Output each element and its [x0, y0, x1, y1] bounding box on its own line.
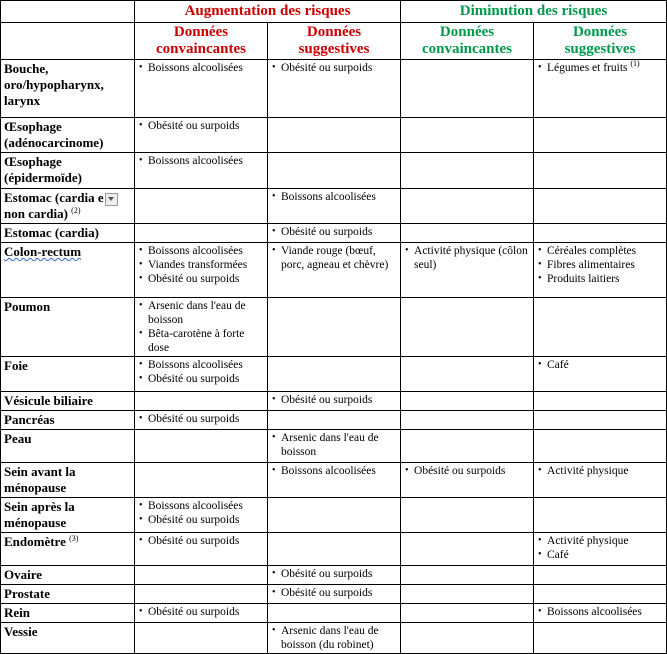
factor-item [272, 567, 396, 581]
table-row [1, 153, 667, 189]
organ-label: Œsophage (épidermoïde) [4, 154, 82, 185]
table-row [1, 585, 667, 604]
dec-sugg-cell [534, 357, 667, 392]
organ-label: Prostate [4, 586, 50, 601]
dec-sugg-cell [534, 533, 667, 566]
factor-text: Boissons alcoolisées [148, 359, 243, 371]
factor-list [139, 299, 263, 355]
inc-sugg-cell [268, 411, 401, 430]
organ-cell [1, 243, 135, 298]
dec-conv-cell [401, 392, 534, 411]
factor-list [538, 605, 662, 619]
dec-conv-cell [401, 623, 534, 654]
dec-conv-cell [401, 533, 534, 566]
factor-text: Obésité ou surpoids [148, 535, 240, 547]
dec-conv-cell [401, 463, 534, 498]
corner-cell [1, 1, 135, 23]
factor-text: Boissons alcoolisées [281, 191, 376, 203]
table-row [1, 189, 667, 224]
organ-cell [1, 604, 135, 623]
factor-item [272, 624, 396, 652]
factor-item [538, 605, 662, 619]
factor-text: Obésité ou surpoids [148, 606, 240, 618]
factor-item [538, 272, 662, 286]
inc-conv-cell [135, 60, 268, 118]
factor-text: Activité physique [547, 465, 629, 477]
organ-label: Sein après la ménopause [4, 499, 75, 530]
factor-text: Boissons alcoolisées [148, 500, 243, 512]
factor-text: Boissons alcoolisées [547, 606, 642, 618]
factor-list [405, 244, 529, 272]
dec-sugg-cell [534, 60, 667, 118]
factor-item [272, 464, 396, 478]
factor-item [272, 61, 396, 75]
factor-list [139, 499, 263, 527]
corner-cell-2 [1, 23, 135, 60]
dec-conv-cell [401, 153, 534, 189]
factor-item [538, 548, 662, 562]
factor-item [139, 244, 263, 258]
organ-cell [1, 566, 135, 585]
organ-cell [1, 623, 135, 654]
footnote-marker: (2) [71, 206, 81, 215]
table-row [1, 533, 667, 566]
factor-text: Obésité ou surpoids [148, 120, 240, 132]
inc-sugg-cell [268, 60, 401, 118]
inc-sugg-cell [268, 189, 401, 224]
inc-conv-cell [135, 224, 268, 243]
dec-conv-cell [401, 298, 534, 357]
inc-sugg-cell [268, 430, 401, 463]
organ-cell [1, 118, 135, 153]
factor-list [139, 605, 263, 619]
inc-conv-cell [135, 118, 268, 153]
inc-sugg-cell [268, 298, 401, 357]
factor-text: Activité physique [547, 535, 629, 547]
factor-text: Bêta-carotène à forte dose [148, 328, 245, 354]
table-row [1, 498, 667, 533]
factor-item [139, 513, 263, 527]
organ-label: Œsophage (adénocarcinome) [4, 119, 104, 150]
factor-text: Légumes et fruits [547, 62, 628, 74]
factor-item [139, 372, 263, 386]
factor-item [139, 358, 263, 372]
factor-list [272, 624, 396, 652]
factor-text: Arsenic dans l'eau de boisson [148, 300, 246, 326]
dec-sugg-cell [534, 604, 667, 623]
organ-label: Foie [4, 358, 28, 373]
table-row [1, 243, 667, 298]
factor-list [272, 244, 396, 272]
factor-list [272, 225, 396, 239]
dec-sugg-cell [534, 585, 667, 604]
dec-sugg-cell [534, 153, 667, 189]
factor-text: Obésité ou surpoids [148, 373, 240, 385]
organ-cell [1, 153, 135, 189]
organ-label: Poumon [4, 299, 51, 314]
factor-text: Boissons alcoolisées [148, 155, 243, 167]
dec-sugg-cell [534, 430, 667, 463]
factor-item [538, 464, 662, 478]
inc-sugg-cell [268, 533, 401, 566]
organ-label: Vessie [4, 624, 38, 639]
dec-conv-cell [401, 498, 534, 533]
dec-sugg-cell [534, 118, 667, 153]
inc-sugg-cell [268, 566, 401, 585]
inc-sugg-cell [268, 118, 401, 153]
footnote-marker: (1) [630, 59, 640, 68]
organ-cell [1, 585, 135, 604]
organ-cell [1, 357, 135, 392]
factor-list [405, 464, 529, 478]
factor-text: Obésité ou surpoids [281, 587, 373, 599]
inc-sugg-cell [268, 623, 401, 654]
factor-item [139, 605, 263, 619]
table-row [1, 411, 667, 430]
organ-cell [1, 411, 135, 430]
organ-label: Peau [4, 431, 32, 446]
factor-item [272, 244, 396, 272]
factor-list [538, 244, 662, 286]
organ-cell [1, 498, 135, 533]
factor-item [272, 225, 396, 239]
table-row [1, 623, 667, 654]
factor-item [538, 61, 662, 75]
factor-text: Activité physique (côlon seul) [414, 245, 528, 271]
dec-conv-cell [401, 566, 534, 585]
factor-text: Café [547, 549, 569, 561]
factor-item [139, 61, 263, 75]
factor-list [272, 586, 396, 600]
factor-list [272, 567, 396, 581]
factor-list [272, 190, 396, 204]
inc-conv-cell [135, 623, 268, 654]
table-row [1, 566, 667, 585]
factor-text: Obésité ou surpoids [148, 413, 240, 425]
footnote-marker: (3) [69, 534, 79, 543]
organ-cell [1, 392, 135, 411]
table-row [1, 392, 667, 411]
organ-cell [1, 60, 135, 118]
factor-list [272, 61, 396, 75]
inc-sugg-cell [268, 498, 401, 533]
dec-conv-cell [401, 243, 534, 298]
dec-sugg-cell [534, 411, 667, 430]
factor-text: Obésité ou surpoids [281, 226, 373, 238]
organ-label: Vésicule biliaire [4, 393, 93, 408]
inc-conv-cell [135, 189, 268, 224]
inc-sugg-cell [268, 224, 401, 243]
inc-conv-cell [135, 392, 268, 411]
inc-conv-cell [135, 533, 268, 566]
factor-text: Obésité ou surpoids [414, 465, 506, 477]
factor-text: Obésité ou surpoids [281, 394, 373, 406]
factor-text: Céréales complètes [547, 245, 637, 257]
factor-item [272, 586, 396, 600]
dec-sugg-cell [534, 224, 667, 243]
dec-conv-cell [401, 224, 534, 243]
organ-label: Ovaire [4, 567, 43, 582]
factor-list [538, 61, 662, 75]
inc-conv-cell [135, 585, 268, 604]
factor-text: Café [547, 359, 569, 371]
factor-item [405, 244, 529, 272]
dec-conv-cell [401, 585, 534, 604]
factor-item [405, 464, 529, 478]
organ-label: Rein [4, 605, 30, 620]
factor-item [538, 258, 662, 272]
factor-item [139, 272, 263, 286]
factor-item [272, 393, 396, 407]
dec-sugg-cell [534, 566, 667, 585]
factor-text: Viande rouge (bœuf, porc, agneau et chèvre) [281, 245, 389, 271]
factor-list [538, 358, 662, 372]
factor-text: Fibres alimentaires [547, 259, 635, 271]
factor-list [272, 431, 396, 459]
factor-text: Arsenic dans l'eau de boisson (du robinet) [281, 625, 379, 651]
factor-text: Obésité ou surpoids [281, 568, 373, 580]
inc-sugg-cell [268, 243, 401, 298]
decrease-convincing-header: Données convaincantes [401, 23, 534, 60]
dec-conv-cell [401, 189, 534, 224]
dec-sugg-cell [534, 463, 667, 498]
factor-item [139, 258, 263, 272]
organ-cell [1, 298, 135, 357]
dec-conv-cell [401, 411, 534, 430]
factor-item [139, 119, 263, 133]
dec-sugg-cell [534, 392, 667, 411]
dec-conv-cell [401, 60, 534, 118]
factor-item [139, 154, 263, 168]
table-body [1, 60, 667, 654]
table-row [1, 224, 667, 243]
organ-label: Pancréas [4, 412, 55, 427]
factor-list [139, 358, 263, 386]
dec-sugg-cell [534, 298, 667, 357]
table-row [1, 118, 667, 153]
organ-label: Estomac (cardia e non cardia) [4, 190, 118, 221]
dec-conv-cell [401, 357, 534, 392]
factor-list [272, 393, 396, 407]
dropdown-icon[interactable] [105, 193, 118, 206]
factor-item [538, 244, 662, 258]
increase-header: Augmentation des risques [135, 1, 401, 23]
organ-label: Estomac (cardia) [4, 225, 99, 240]
factor-list [139, 412, 263, 426]
inc-conv-cell [135, 357, 268, 392]
dec-conv-cell [401, 430, 534, 463]
factor-list [139, 244, 263, 286]
factor-item [538, 358, 662, 372]
factor-text: Produits laitiers [547, 273, 620, 285]
factor-list [272, 464, 396, 478]
dec-sugg-cell [534, 498, 667, 533]
table-row [1, 298, 667, 357]
factor-text: Obésité ou surpoids [148, 273, 240, 285]
inc-sugg-cell [268, 585, 401, 604]
factor-text: Obésité ou surpoids [281, 62, 373, 74]
inc-sugg-cell [268, 357, 401, 392]
factor-item [139, 299, 263, 327]
table-row [1, 430, 667, 463]
factor-list [538, 534, 662, 562]
decrease-suggestive-header: Données suggestives [534, 23, 667, 60]
inc-conv-cell [135, 604, 268, 623]
factor-item [272, 431, 396, 459]
inc-conv-cell [135, 566, 268, 585]
factor-list [139, 61, 263, 75]
factor-item [272, 190, 396, 204]
inc-sugg-cell [268, 392, 401, 411]
organ-cell [1, 533, 135, 566]
organ-label: Bouche, oro/hypopharynx, larynx [4, 61, 104, 108]
factor-item [139, 534, 263, 548]
factor-text: Boissons alcoolisées [148, 245, 243, 257]
increase-convincing-header: Données convaincantes [135, 23, 268, 60]
factor-text: Viandes transformées [148, 259, 248, 271]
factor-text: Arsenic dans l'eau de boisson [281, 432, 379, 458]
factor-list [139, 534, 263, 548]
factor-item [538, 534, 662, 548]
inc-conv-cell [135, 498, 268, 533]
sub-header-row [1, 23, 667, 60]
table-row [1, 604, 667, 623]
organ-cell [1, 463, 135, 498]
dec-sugg-cell [534, 623, 667, 654]
organ-label: Sein avant la ménopause [4, 464, 76, 495]
dec-conv-cell [401, 604, 534, 623]
inc-conv-cell [135, 298, 268, 357]
inc-conv-cell [135, 153, 268, 189]
inc-sugg-cell [268, 604, 401, 623]
decrease-header: Diminution des risques [401, 1, 667, 23]
table-row [1, 357, 667, 392]
table-row [1, 60, 667, 118]
factor-item [139, 412, 263, 426]
inc-conv-cell [135, 463, 268, 498]
dec-sugg-cell [534, 243, 667, 298]
factor-list [139, 119, 263, 133]
factor-text: Boissons alcoolisées [148, 62, 243, 74]
factor-item [139, 499, 263, 513]
inc-sugg-cell [268, 153, 401, 189]
factor-list [538, 464, 662, 478]
organ-cell [1, 224, 135, 243]
organ-cell [1, 189, 135, 224]
group-header-row [1, 1, 667, 23]
factor-text: Boissons alcoolisées [281, 465, 376, 477]
inc-conv-cell [135, 430, 268, 463]
factor-list [139, 154, 263, 168]
organ-cell [1, 430, 135, 463]
inc-conv-cell [135, 411, 268, 430]
increase-suggestive-header: Données suggestives [268, 23, 401, 60]
dec-conv-cell [401, 118, 534, 153]
organ-label: Endomètre [4, 534, 66, 549]
inc-sugg-cell [268, 463, 401, 498]
table-row [1, 463, 667, 498]
organ-label: Colon-rectum [4, 244, 82, 259]
inc-conv-cell [135, 243, 268, 298]
factor-text: Obésité ou surpoids [148, 514, 240, 526]
dec-sugg-cell [534, 189, 667, 224]
factor-item [139, 327, 263, 355]
